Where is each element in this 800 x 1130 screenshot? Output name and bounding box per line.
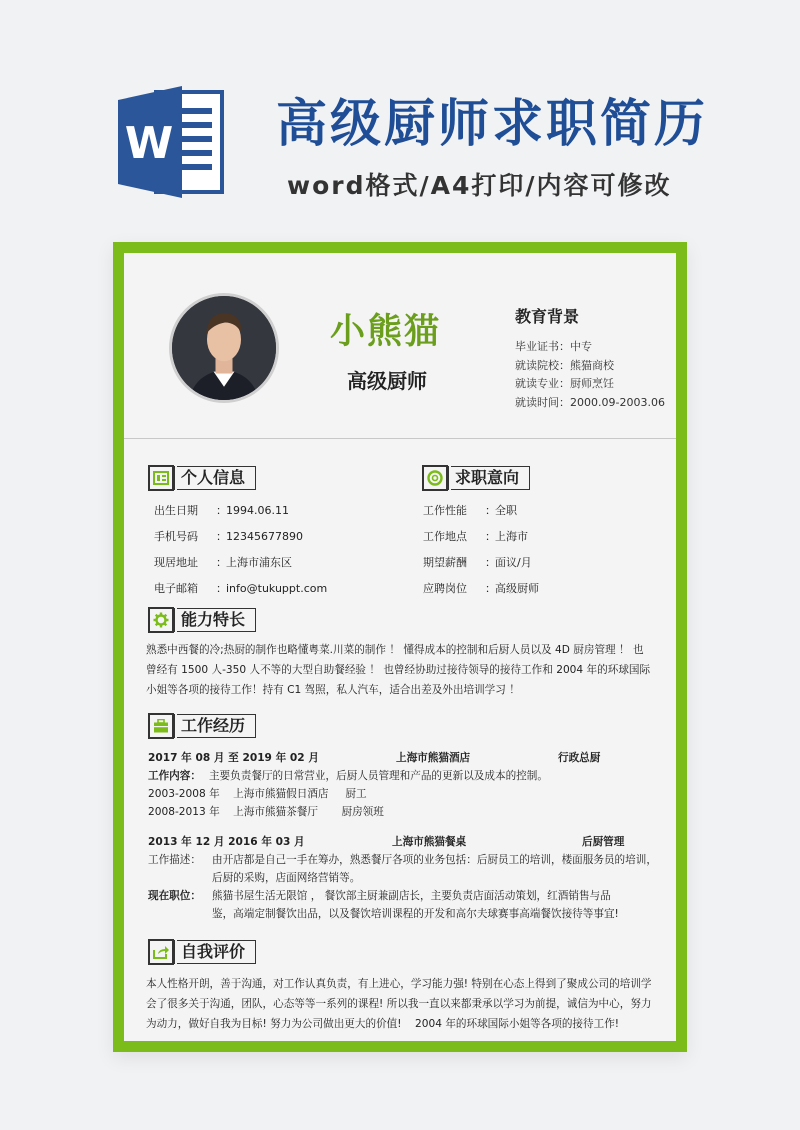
skills-text: 熟悉中西餐的冷;热厨的制作也略懂粤菜.川菜的制作 ！ 懂得成本的控制和后厨人员以及 4D 厨房管理 ！ 也 曾经有 1500 人-350 人不等的大型自助餐经验 ！ 也曾经协助过接待领导的接待工作和 2004 年的环球国际 小姐等各项的接待工作！持有 C1 驾照，私人汽车，适合出差及外出培训学习 ！: [146, 644, 651, 696]
avatar: [169, 293, 279, 403]
job2-company: 上海市熊猫餐桌: [392, 836, 467, 848]
self-evaluation-text: 本人性格开朗，善于沟通，对工作认真负责，有上进心，学习能力强! 特别在心态上得到了聚成公司的培训学 会了很多关于沟通，团队，心态等等一系列的课程! 所以我一直以来都秉承以学习为前提，诚信为中心，努力 为动力，做好自我为目标! 努力为公司做出更大的价值! 2004 年的环球国际小姐等各项的接待工作!: [146, 978, 652, 1030]
share-icon: [148, 939, 174, 965]
gear-icon: [148, 607, 174, 633]
section-job-intent: [422, 465, 530, 491]
section-title: 个人信息: [177, 466, 256, 490]
info-row: 工作地点 ：上海市: [423, 530, 528, 543]
job2-desc-label: 工作描述：: [148, 854, 201, 866]
education-title: 教育背景: [515, 307, 580, 326]
job2-current-line: 鉴，高端定制餐饮出品，以及餐饮培训课程的开发和高尔夫球赛事高端餐饮接待等事宜!: [212, 908, 619, 920]
job-history-line: 2008-2013 年 上海市熊猫茶餐厅 厨房领班: [148, 806, 384, 818]
resume-header: [124, 253, 676, 439]
resume-frame: [113, 242, 687, 1052]
id-card-icon: [148, 465, 174, 491]
info-row: 手机号码 ：12345677890: [154, 530, 303, 543]
briefcase-icon: [148, 713, 174, 739]
education-item: 就读院校：熊猫商校: [515, 358, 614, 372]
job1-content: 工作内容： 主要负责餐厅的日常营业，后厨人员管理和产品的更新以及成本的控制。: [148, 770, 548, 782]
section-title: 能力特长: [177, 608, 256, 632]
job1-position: 行政总厨: [558, 752, 601, 764]
lifebuoy-icon: [422, 465, 448, 491]
promo-header: [0, 0, 800, 240]
personal-info-list: [154, 498, 327, 602]
info-row: 工作性能 ：全职: [423, 504, 517, 517]
job-intent-list: [423, 498, 539, 602]
job1-company: 上海市熊猫酒店: [396, 752, 471, 764]
section-title: 自我评价: [177, 940, 256, 964]
section-self-evaluation: [148, 939, 256, 965]
info-row: 电子邮箱 ：info@tukuppt.com: [154, 582, 328, 595]
promo-title: 高级厨师求职简历: [276, 95, 709, 154]
info-row: 出生日期 ：1994.06.11: [154, 504, 289, 517]
education-item: 就读专业：厨师烹饪: [515, 377, 614, 390]
promo-subtitle: word格式/A4打印/内容可修改: [287, 171, 672, 200]
section-title: 工作经历: [177, 714, 256, 738]
job-history-line: 2003-2008 年 上海市熊猫假日酒店 厨工: [148, 788, 367, 800]
job2-period: 2013 年 12 月 2016 年 03 月: [148, 836, 305, 848]
job1-period: 2017 年 08 月 至 2019 年 02 月: [148, 752, 319, 764]
info-row: 期望薪酬 ：面议/月: [423, 556, 532, 569]
job2-position: 后厨管理: [582, 836, 625, 848]
job2-current-label: 现在职位：: [148, 890, 201, 902]
section-personal-info: [148, 465, 256, 491]
education-item: 就读时间：2000.09-2003.06: [515, 395, 665, 409]
candidate-job-title: 高级厨师: [347, 369, 427, 393]
svg-text:W: W: [124, 118, 174, 169]
word-document-icon: [118, 86, 224, 198]
education-item: 毕业证书：中专: [515, 340, 592, 353]
section-title: 求职意向: [451, 466, 530, 490]
job2-desc-line: 由开店都是自己一手在筹办，熟悉餐厅各项的业务包括：后厨员工的培训，楼面服务员的培训，: [212, 854, 657, 866]
info-row: 现居地址 ：上海市浦东区: [154, 556, 292, 569]
candidate-name: 小熊猫: [330, 312, 442, 352]
section-skills: [148, 607, 256, 633]
info-row: 应聘岗位 ：高级厨师: [423, 582, 539, 595]
job2-desc-line: 后厨的采购，店面网络营销等。: [212, 872, 361, 884]
education-list: [515, 338, 665, 412]
section-work-experience: [148, 713, 256, 739]
job2-current-line: 熊猫书屋生活无限馆 ， 餐饮部主厨兼副店长，主要负责店面活动策划，红酒销售与品: [212, 890, 611, 902]
